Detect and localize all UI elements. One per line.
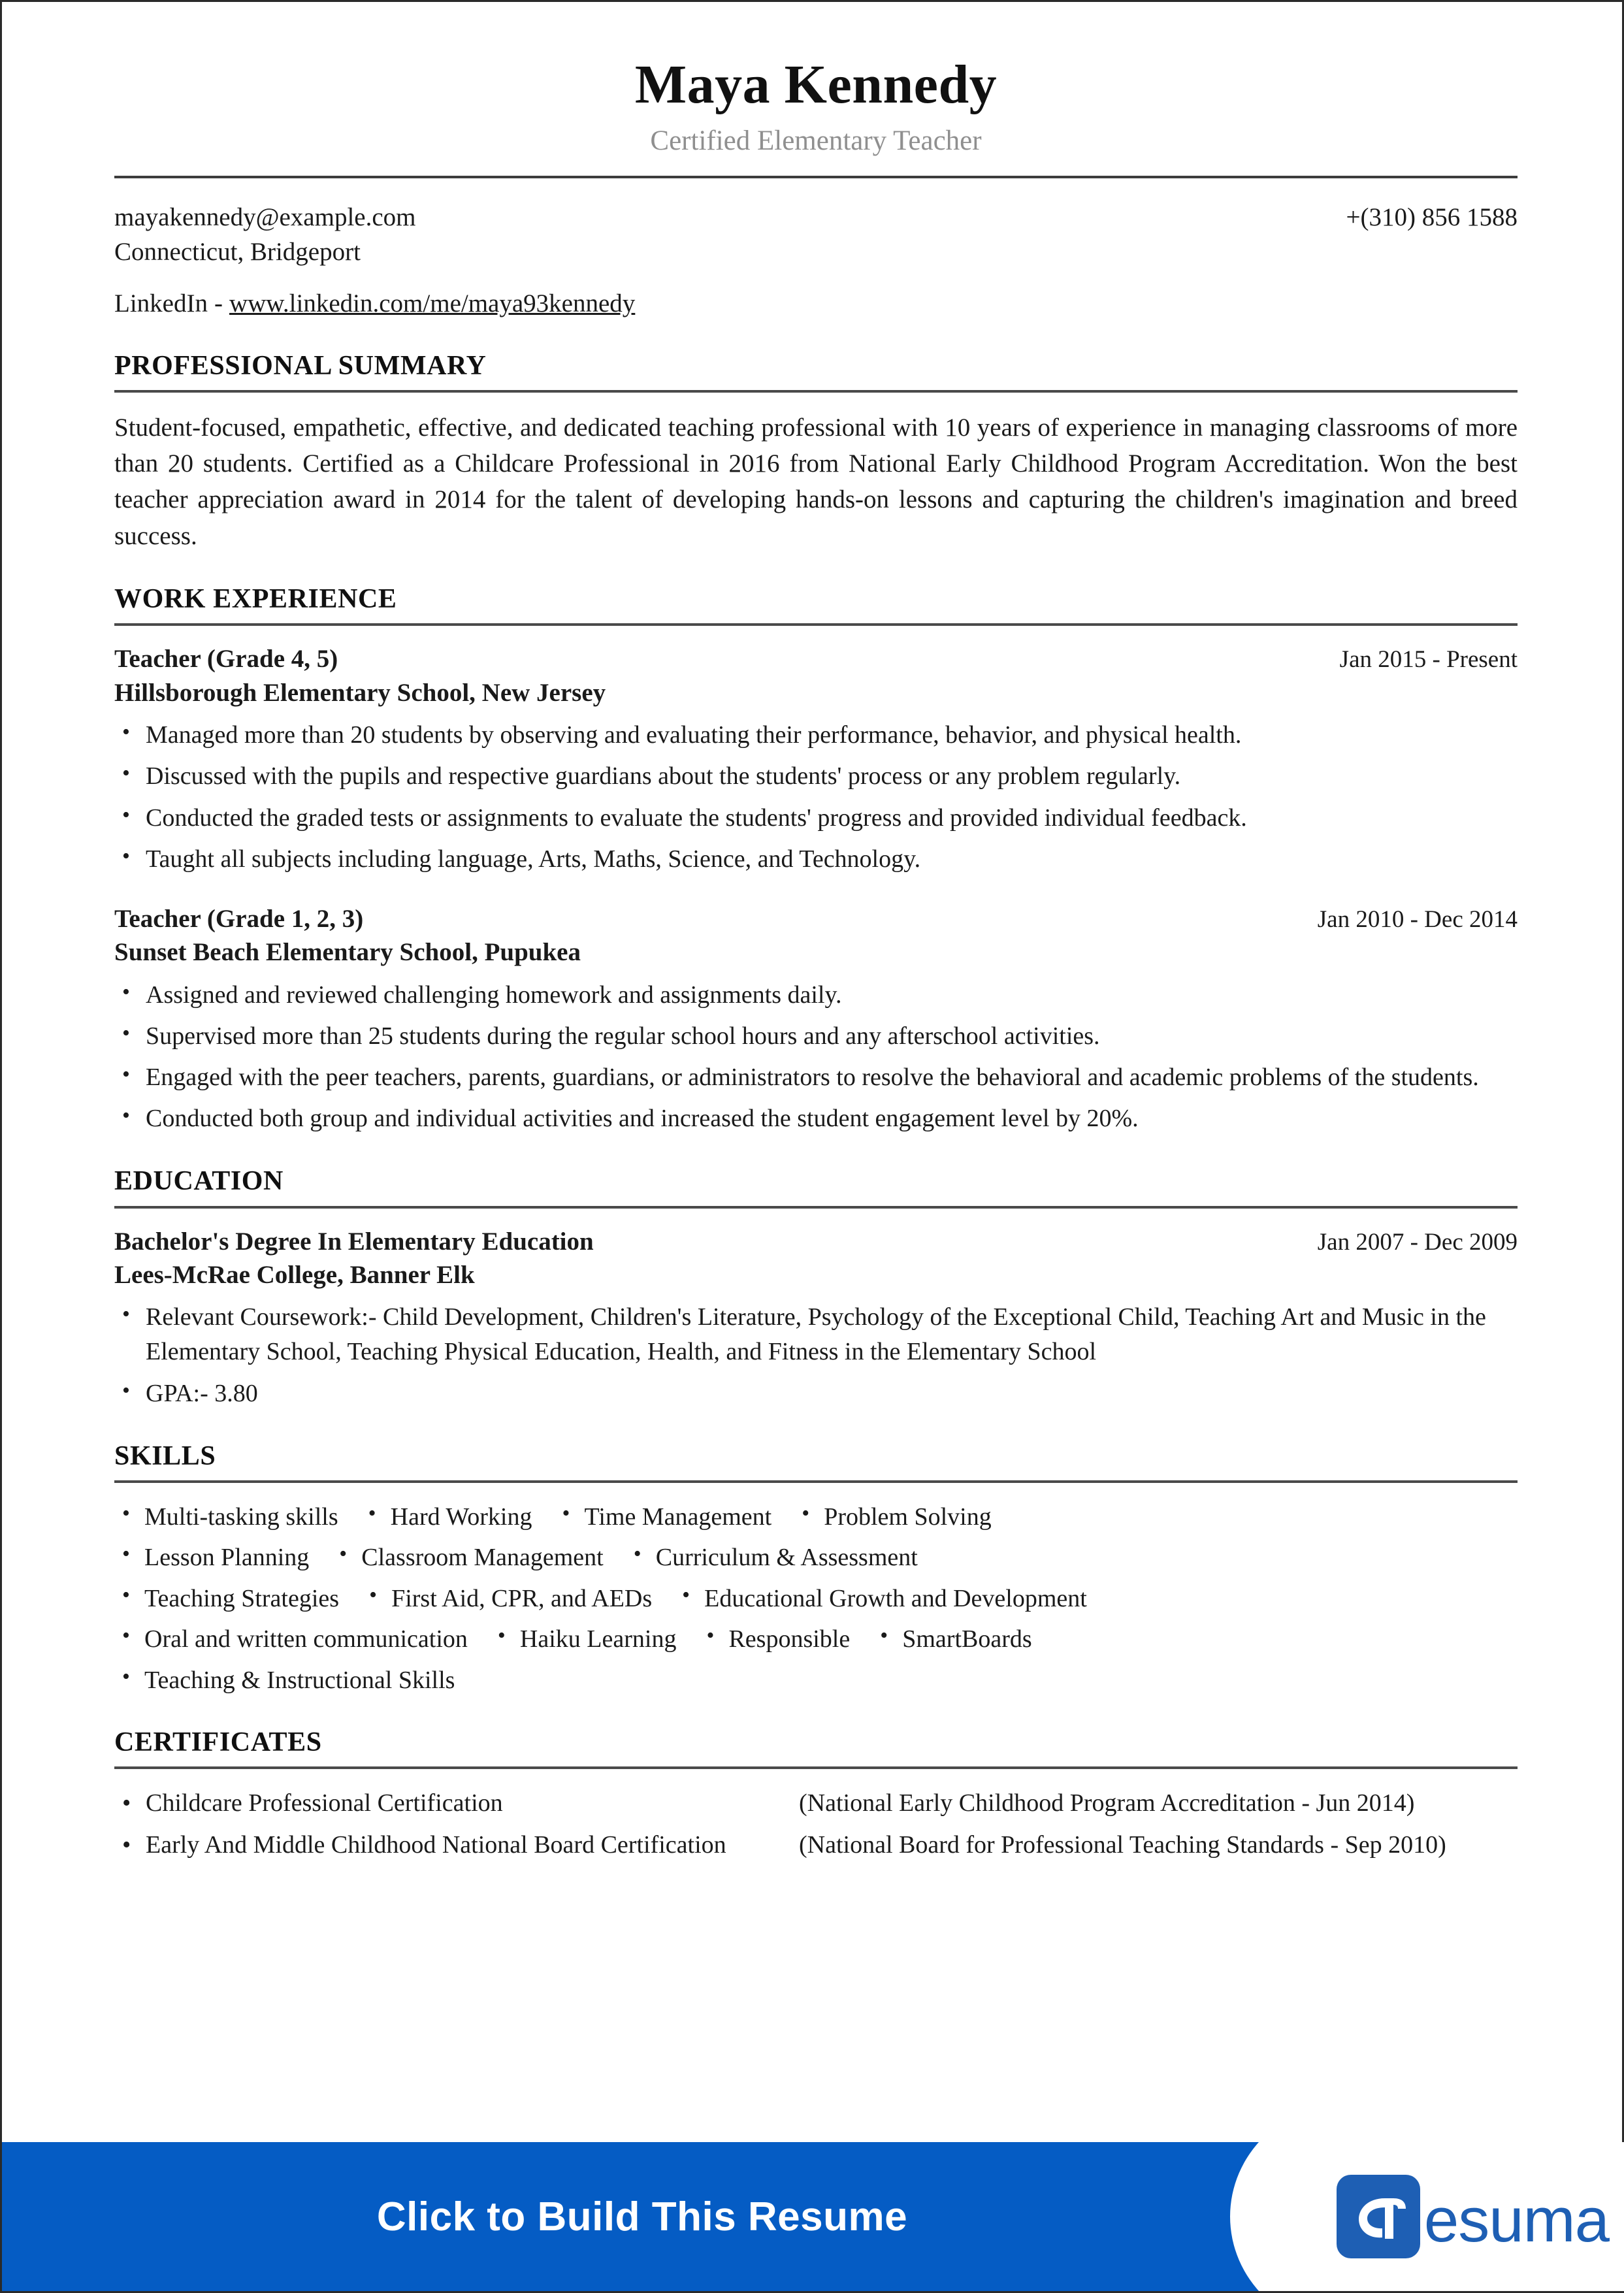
- skill-item: • Multi-tasking skills: [114, 1500, 361, 1534]
- work-job-title: Teacher (Grade 4, 5): [114, 645, 338, 674]
- section-divider-summary: [114, 390, 1518, 393]
- cta-banner[interactable]: [2, 2142, 1624, 2291]
- education-bullet-list: [114, 1300, 1518, 1411]
- skill-row: [114, 1500, 1518, 1534]
- list-item: • Managed more than 20 students by observing and evaluating their performance, behavior, and physical health.: [114, 718, 1518, 753]
- linkedin-separator: -: [214, 289, 223, 317]
- certificate-issuer-date: (National Early Childhood Program Accreditation - Jun 2014): [799, 1789, 1415, 1817]
- contact-primary-row: [114, 201, 1518, 269]
- list-item: • Assigned and reviewed challenging homework and assignments daily.: [114, 978, 1518, 1013]
- list-item: • Relevant Coursework:- Child Development, Children's Literature, Psychology of the Exceptional Child, Teaching Art and Music in the Elementary School, Teaching Physical Education, Health, and Fitness in the Elementary School: [114, 1300, 1518, 1369]
- candidate-name: Maya Kennedy: [634, 54, 998, 115]
- linkedin-label: LinkedIn: [114, 289, 208, 317]
- skill-item: • Time Management: [554, 1500, 794, 1534]
- list-item: • Engaged with the peer teachers, parents, guardians, or administrators to resolve the behavioral and academic problems of the students.: [114, 1060, 1518, 1095]
- contact-location: Connecticut, Bridgeport: [114, 237, 361, 266]
- list-item: • GPA:- 3.80: [114, 1376, 1518, 1411]
- linkedin-url[interactable]: www.linkedin.com/me/maya93kennedy: [229, 289, 636, 317]
- section-divider-certificates: [114, 1766, 1518, 1769]
- work-date-range: Jan 2010 - Dec 2014: [1317, 905, 1518, 933]
- section-title-skills: SKILLS: [114, 1440, 216, 1471]
- contact-left-column: [114, 201, 416, 269]
- list-item: • Taught all subjects including language, Arts, Maths, Science, and Technology.: [114, 842, 1518, 877]
- build-resume-button[interactable]: Click to Build This Resume: [376, 2194, 908, 2239]
- section-divider-work: [114, 623, 1518, 626]
- section-work-experience: [114, 584, 1518, 1136]
- education-degree: Bachelor's Degree In Elementary Education: [114, 1227, 594, 1256]
- certificate-row: [114, 1786, 1518, 1821]
- certificate-name: Early And Middle Childhood National Board Certification: [146, 1830, 726, 1859]
- bullet-icon: •: [122, 1830, 131, 1859]
- education-institution: Lees-McRae College, Banner Elk: [114, 1261, 475, 1290]
- bullet-icon: •: [122, 1789, 131, 1817]
- resume-header: [114, 56, 1518, 178]
- skill-item: • Problem Solving: [794, 1500, 1014, 1534]
- section-title-work: WORK EXPERIENCE: [114, 584, 397, 615]
- work-job-title: Teacher (Grade 1, 2, 3): [114, 904, 364, 933]
- header-divider: [114, 176, 1518, 178]
- summary-text: Student-focused, empathetic, effective, and dedicated teaching professional with 10 years of experience in managing classrooms of more than 20 students. Certified as a Childcare Professional in 2016 from National Early Childhood Program Accreditation. Won the best teacher appreciation award in 2014 for the talent of developing hands-on lessons and capturing the children's imagination and breed success.: [114, 413, 1518, 550]
- skill-row: [114, 1582, 1518, 1616]
- skill-item: • Educational Growth and Development: [674, 1582, 1109, 1616]
- section-title-certificates: CERTIFICATES: [114, 1727, 322, 1758]
- section-divider-education: [114, 1206, 1518, 1209]
- section-title-education: EDUCATION: [114, 1166, 284, 1197]
- skill-item: • Curriculum & Assessment: [626, 1540, 940, 1574]
- skill-row: [114, 1622, 1518, 1656]
- skill-row: [114, 1540, 1518, 1574]
- work-organization: Sunset Beach Elementary School, Pupukea: [114, 938, 581, 967]
- section-education: [114, 1166, 1518, 1410]
- section-skills: [114, 1441, 1518, 1697]
- skill-item: • Hard Working: [361, 1500, 555, 1534]
- section-professional-summary: [114, 351, 1518, 555]
- work-date-range: Jan 2015 - Present: [1339, 646, 1518, 674]
- work-bullet-list: [114, 978, 1518, 1137]
- work-bullet-list: [114, 718, 1518, 877]
- section-title-summary: PROFESSIONAL SUMMARY: [114, 350, 487, 381]
- contact-linkedin-row: [114, 287, 1518, 321]
- skill-item: • Haiku Learning: [490, 1622, 699, 1656]
- section-certificates: [114, 1727, 1518, 1862]
- contact-phone[interactable]: +(310) 856 1588: [1346, 203, 1518, 232]
- certificate-name: Childcare Professional Certification: [146, 1789, 503, 1817]
- skill-item: • Teaching & Instructional Skills: [114, 1663, 477, 1697]
- logo-wordmark: esuma: [1423, 2185, 1609, 2255]
- section-divider-skills: [114, 1480, 1518, 1483]
- skill-item: • Teaching Strategies: [114, 1582, 361, 1616]
- list-item: • Conducted both group and individual activities and increased the student engagement level by 20%.: [114, 1101, 1518, 1136]
- certificate-issuer-date: (National Board for Professional Teaching Standards - Sep 2010): [799, 1830, 1446, 1859]
- education-entry: [114, 1226, 1518, 1411]
- list-item: • Supervised more than 25 students during the regular school hours and any afterschool activities.: [114, 1019, 1518, 1054]
- contact-block: [114, 201, 1518, 320]
- skill-item: • Responsible: [698, 1622, 872, 1656]
- skill-item: • Lesson Planning: [114, 1540, 331, 1574]
- candidate-job-title: Certified Elementary Teacher: [650, 125, 982, 157]
- skill-item: • SmartBoards: [872, 1622, 1054, 1656]
- contact-email[interactable]: mayakennedy@example.com: [114, 203, 416, 232]
- work-entry: [114, 643, 1518, 876]
- resume-sheet: [2, 2, 1624, 2145]
- cresuma-logo[interactable]: [1337, 2175, 1609, 2258]
- skill-item: • Classroom Management: [331, 1540, 625, 1574]
- work-entry: [114, 903, 1518, 1136]
- education-date-range: Jan 2007 - Dec 2009: [1317, 1228, 1518, 1256]
- list-item: • Discussed with the pupils and respective guardians about the students' process or any problem regularly.: [114, 759, 1518, 794]
- certificate-row: [114, 1828, 1518, 1862]
- skill-item: • Oral and written communication: [114, 1622, 490, 1656]
- list-item: • Conducted the graded tests or assignments to evaluate the students' progress and provided individual feedback.: [114, 801, 1518, 836]
- work-organization: Hillsborough Elementary School, New Jersey: [114, 679, 606, 707]
- cr-monogram-icon: [1337, 2175, 1420, 2258]
- skill-item: • First Aid, CPR, and AEDs: [361, 1582, 674, 1616]
- skill-row: [114, 1663, 1518, 1697]
